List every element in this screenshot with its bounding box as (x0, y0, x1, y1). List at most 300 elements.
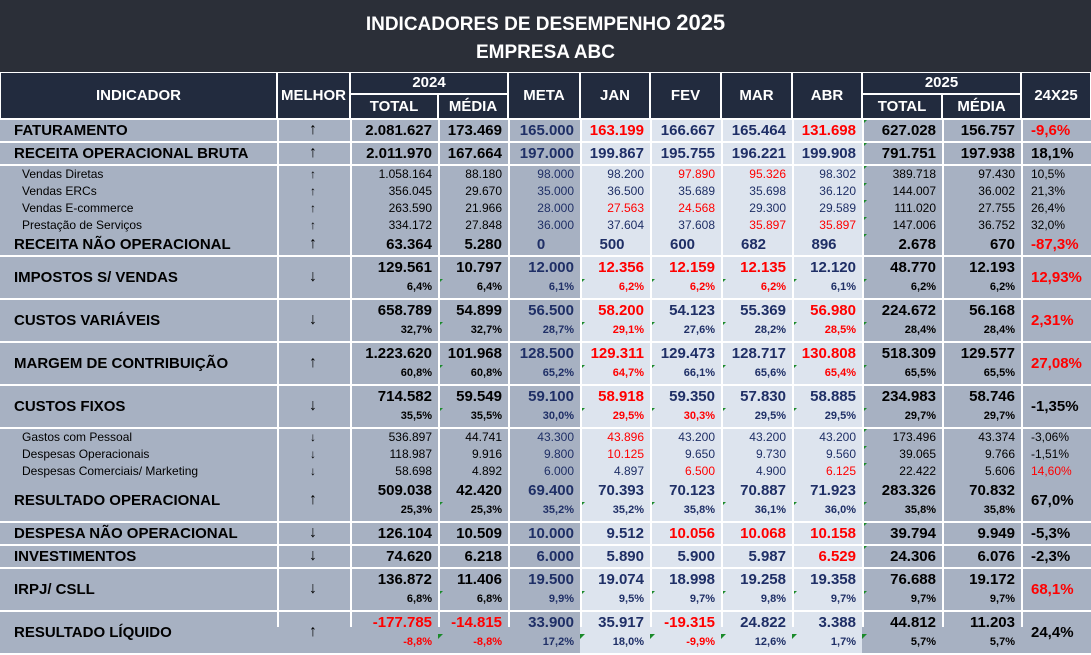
jan-cell[interactable] (580, 546, 650, 567)
table-row[interactable] (0, 386, 1091, 427)
header-total-2025[interactable]: TOTAL (862, 94, 942, 119)
mar-cell[interactable] (721, 143, 792, 164)
indicator-label: Prestação de Serviços (0, 217, 277, 234)
media-2024-cell[interactable] (438, 257, 508, 298)
media-2025-cell[interactable] (942, 166, 1021, 183)
table-row[interactable] (0, 200, 1091, 217)
media-2024-cell[interactable] (438, 143, 508, 164)
meta-cell[interactable] (508, 257, 580, 298)
abr-cell[interactable] (792, 234, 862, 255)
media-2024-cell[interactable] (438, 200, 508, 217)
mar-cell[interactable] (721, 463, 792, 480)
fev-cell[interactable] (650, 166, 721, 183)
total-2025-cell[interactable] (862, 120, 942, 141)
cell-percent: 6,4% (406, 281, 432, 293)
table-row[interactable] (0, 429, 1091, 446)
cell-value: 32,0% (1031, 218, 1066, 232)
mar-cell[interactable] (721, 612, 792, 653)
total-2024-cell[interactable] (350, 386, 438, 427)
meta-cell[interactable] (508, 300, 580, 341)
cell-value: 74.620 (386, 547, 432, 565)
total-2025-cell[interactable] (862, 300, 942, 341)
cell-value: 129.311 (590, 345, 644, 362)
cmp-24x25-cell[interactable] (1021, 612, 1091, 653)
media-2025-cell[interactable] (942, 569, 1021, 610)
mar-cell[interactable] (721, 523, 792, 544)
cell-value: 147.006 (892, 218, 936, 232)
mar-cell[interactable] (721, 120, 792, 141)
abr-cell[interactable] (792, 257, 862, 298)
media-2024-cell[interactable] (438, 429, 508, 446)
meta-cell[interactable] (508, 217, 580, 234)
cmp-24x25-cell[interactable] (1021, 300, 1091, 341)
jan-cell[interactable] (580, 463, 650, 480)
media-2025-cell[interactable] (942, 343, 1021, 384)
abr-cell[interactable] (792, 612, 862, 653)
total-2025-cell[interactable] (862, 446, 942, 463)
cell-percent: 1,7% (830, 636, 856, 648)
abr-cell[interactable] (792, 120, 862, 141)
meta-cell[interactable] (508, 386, 580, 427)
cmp-24x25-cell[interactable] (1021, 166, 1091, 183)
cell-percent: -8,8% (473, 636, 502, 648)
total-2025-cell[interactable] (862, 463, 942, 480)
mar-cell[interactable] (721, 234, 792, 255)
table-row[interactable] (0, 446, 1091, 463)
abr-cell[interactable] (792, 480, 862, 521)
cmp-24x25-cell[interactable] (1021, 429, 1091, 446)
column-divider (792, 120, 794, 627)
media-2024-cell[interactable] (438, 523, 508, 544)
table-row[interactable] (0, 257, 1091, 298)
table-row[interactable] (0, 166, 1091, 183)
meta-cell[interactable] (508, 523, 580, 544)
fev-cell[interactable] (650, 143, 721, 164)
cmp-24x25-cell[interactable] (1021, 200, 1091, 217)
meta-cell[interactable] (508, 429, 580, 446)
cell-value: -1,51% (1031, 447, 1070, 461)
media-2024-cell[interactable] (438, 234, 508, 255)
cell-value: 334.172 (388, 218, 432, 232)
table-row[interactable] (0, 143, 1091, 164)
title-year: 2025 (676, 10, 726, 35)
indicator-label: INVESTIMENTOS (0, 546, 277, 567)
cmp-24x25-cell[interactable] (1021, 386, 1091, 427)
mar-cell[interactable] (721, 480, 792, 521)
total-2024-cell[interactable] (350, 463, 438, 480)
fev-cell[interactable] (650, 480, 721, 521)
up-arrow: ↑ (309, 120, 317, 138)
cell-value: 10.158 (810, 524, 856, 542)
total-2025-cell[interactable] (862, 234, 942, 255)
indicator-label: IRPJ/ CSLL (0, 569, 277, 610)
cmp-24x25-cell[interactable] (1021, 217, 1091, 234)
total-2024-cell[interactable] (350, 257, 438, 298)
cell-value: 19.172 (969, 571, 1015, 588)
cell-value: 173.469 (447, 121, 502, 139)
meta-cell[interactable] (508, 143, 580, 164)
media-2025-cell[interactable] (942, 300, 1021, 341)
cell-value: -1,35% (1031, 397, 1079, 415)
cell-value: 35.689 (678, 184, 715, 198)
fev-cell[interactable] (650, 386, 721, 427)
cell-value: 4.897 (613, 464, 644, 478)
media-2025-cell[interactable] (942, 480, 1021, 521)
total-2024-cell[interactable] (350, 343, 438, 384)
total-2024-cell[interactable] (350, 523, 438, 544)
cell-percent: 66,1% (683, 367, 715, 379)
header-media-2025[interactable]: MÉDIA (942, 94, 1021, 119)
meta-cell[interactable] (508, 343, 580, 384)
header-meta[interactable]: META (508, 72, 580, 119)
abr-cell[interactable] (792, 300, 862, 341)
cell-value: 42.420 (456, 482, 502, 499)
cell-value: 128.500 (519, 345, 574, 362)
jan-cell[interactable] (580, 523, 650, 544)
meta-cell[interactable] (508, 480, 580, 521)
cell-value: 6.125 (825, 464, 856, 478)
abr-cell[interactable] (792, 546, 862, 567)
fev-cell[interactable] (650, 343, 721, 384)
abr-cell[interactable] (792, 183, 862, 200)
cell-value: 195.755 (660, 144, 715, 162)
cmp-24x25-cell[interactable] (1021, 143, 1091, 164)
cell-value: -19.315 (664, 614, 715, 631)
total-2025-cell[interactable] (862, 217, 942, 234)
mar-cell[interactable] (721, 183, 792, 200)
total-2024-cell[interactable] (350, 183, 438, 200)
meta-cell[interactable] (508, 234, 580, 255)
media-2025-cell[interactable] (942, 234, 1021, 255)
table-row[interactable] (0, 300, 1091, 341)
header-total-2024[interactable]: TOTAL (350, 94, 438, 119)
mar-cell[interactable] (721, 429, 792, 446)
cell-value: 156.757 (960, 121, 1015, 139)
header-media-2024[interactable]: MÉDIA (438, 94, 508, 119)
table-row[interactable] (0, 343, 1091, 384)
total-2024-cell[interactable] (350, 480, 438, 521)
fev-cell[interactable] (650, 200, 721, 217)
fev-cell[interactable] (650, 120, 721, 141)
jan-cell[interactable] (580, 234, 650, 255)
cell-value: 29.589 (819, 201, 856, 215)
abr-cell[interactable] (792, 143, 862, 164)
media-2025-cell[interactable] (942, 386, 1021, 427)
fev-cell[interactable] (650, 257, 721, 298)
meta-cell[interactable] (508, 446, 580, 463)
column-divider (277, 120, 279, 627)
mar-cell[interactable] (721, 200, 792, 217)
cell-value: 165.000 (519, 121, 574, 139)
total-2024-cell[interactable] (350, 120, 438, 141)
cmp-24x25-cell[interactable] (1021, 480, 1091, 521)
cell-value: -177.785 (372, 614, 432, 631)
media-2025-cell[interactable] (942, 446, 1021, 463)
total-2025-cell[interactable] (862, 143, 942, 164)
cell-percent: 9,7% (910, 593, 936, 605)
jan-cell[interactable] (580, 480, 650, 521)
cell-percent: 35,8% (983, 504, 1015, 516)
jan-cell[interactable] (580, 120, 650, 141)
table-row[interactable] (0, 612, 1091, 653)
media-2024-cell[interactable] (438, 612, 508, 653)
up-arrow: ↑ (309, 622, 317, 640)
media-2025-cell[interactable] (942, 463, 1021, 480)
meta-cell[interactable] (508, 546, 580, 567)
fev-cell[interactable] (650, 429, 721, 446)
cell-value: 129.473 (660, 345, 715, 362)
cell-value: 6.529 (818, 547, 856, 565)
media-2024-cell[interactable] (438, 217, 508, 234)
jan-cell[interactable] (580, 446, 650, 463)
cmp-24x25-cell[interactable] (1021, 120, 1091, 141)
media-2025-cell[interactable] (942, 523, 1021, 544)
cmp-24x25-cell[interactable] (1021, 343, 1091, 384)
fev-cell[interactable] (650, 463, 721, 480)
table-row[interactable] (0, 480, 1091, 521)
total-2024-cell[interactable] (350, 546, 438, 567)
jan-cell[interactable] (580, 569, 650, 610)
total-2024-cell[interactable] (350, 446, 438, 463)
cell-value: 98.302 (819, 167, 856, 181)
meta-cell[interactable] (508, 200, 580, 217)
fev-cell[interactable] (650, 446, 721, 463)
header-2025[interactable]: 2025 (862, 72, 1021, 94)
cell-value: 70.832 (969, 482, 1015, 499)
media-2025-cell[interactable] (942, 120, 1021, 141)
jan-cell[interactable] (580, 300, 650, 341)
media-2024-cell[interactable] (438, 463, 508, 480)
abr-cell[interactable] (792, 463, 862, 480)
cell-percent: 65,5% (904, 367, 936, 379)
media-2024-cell[interactable] (438, 446, 508, 463)
cell-marker-icon (650, 634, 655, 639)
total-2025-cell[interactable] (862, 480, 942, 521)
jan-cell[interactable] (580, 183, 650, 200)
title-text: INDICADORES DE DESEMPENHO (365, 14, 671, 35)
mar-cell[interactable] (721, 257, 792, 298)
media-2024-cell[interactable] (438, 386, 508, 427)
mar-cell[interactable] (721, 569, 792, 610)
header-fev[interactable]: FEV (650, 72, 721, 119)
table-row[interactable] (0, 120, 1091, 141)
melhor-cell (277, 546, 350, 567)
cell-percent: 25,3% (400, 504, 432, 516)
cmp-24x25-cell[interactable] (1021, 257, 1091, 298)
total-2025-cell[interactable] (862, 569, 942, 610)
fev-cell[interactable] (650, 569, 721, 610)
fev-cell[interactable] (650, 183, 721, 200)
cell-value: 166.667 (660, 121, 715, 139)
total-2025-cell[interactable] (862, 200, 942, 217)
cell-percent: 6,1% (548, 281, 574, 293)
total-2024-cell[interactable] (350, 612, 438, 653)
cell-value: 97.890 (678, 167, 715, 181)
cmp-24x25-cell[interactable] (1021, 463, 1091, 480)
fev-cell[interactable] (650, 523, 721, 544)
cell-value: 389.718 (892, 167, 936, 181)
jan-cell[interactable] (580, 143, 650, 164)
total-2025-cell[interactable] (862, 429, 942, 446)
cell-value: 9.916 (471, 447, 502, 461)
mar-cell[interactable] (721, 217, 792, 234)
cell-percent: 29,1% (612, 324, 644, 336)
total-2024-cell[interactable] (350, 300, 438, 341)
abr-cell[interactable] (792, 429, 862, 446)
cell-value: 536.897 (388, 430, 432, 444)
media-2024-cell[interactable] (438, 569, 508, 610)
cell-value: 70.123 (669, 482, 715, 499)
cmp-24x25-cell[interactable] (1021, 523, 1091, 544)
indicator-label: RECEITA OPERACIONAL BRUTA (0, 143, 277, 164)
total-2024-cell[interactable] (350, 166, 438, 183)
abr-cell[interactable] (792, 217, 862, 234)
header-mar[interactable]: MAR (721, 72, 792, 119)
table-row[interactable] (0, 217, 1091, 234)
media-2025-cell[interactable] (942, 429, 1021, 446)
media-2025-cell[interactable] (942, 217, 1021, 234)
media-2024-cell[interactable] (438, 300, 508, 341)
cell-value: 57.830 (740, 388, 786, 405)
fev-cell[interactable] (650, 300, 721, 341)
media-2024-cell[interactable] (438, 480, 508, 521)
cmp-24x25-cell[interactable] (1021, 183, 1091, 200)
mar-cell[interactable] (721, 343, 792, 384)
meta-cell[interactable] (508, 569, 580, 610)
media-2025-cell[interactable] (942, 183, 1021, 200)
jan-cell[interactable] (580, 217, 650, 234)
cmp-24x25-cell[interactable] (1021, 234, 1091, 255)
total-2025-cell[interactable] (862, 257, 942, 298)
mar-cell[interactable] (721, 546, 792, 567)
meta-cell[interactable] (508, 183, 580, 200)
melhor-cell (277, 523, 350, 544)
header-melhor[interactable]: MELHOR (277, 72, 350, 119)
table-row[interactable] (0, 183, 1091, 200)
table-row[interactable] (0, 546, 1091, 567)
cmp-24x25-cell[interactable] (1021, 446, 1091, 463)
meta-cell[interactable] (508, 463, 580, 480)
cell-value: 19.258 (740, 571, 786, 588)
cell-percent: 35,5% (470, 410, 502, 422)
total-2024-cell[interactable] (350, 234, 438, 255)
cell-value: -2,3% (1031, 547, 1071, 565)
media-2025-cell[interactable] (942, 143, 1021, 164)
jan-cell[interactable] (580, 343, 650, 384)
abr-cell[interactable] (792, 523, 862, 544)
jan-cell[interactable] (580, 612, 650, 653)
media-2024-cell[interactable] (438, 343, 508, 384)
total-2025-cell[interactable] (862, 386, 942, 427)
total-2025-cell[interactable] (862, 183, 942, 200)
jan-cell[interactable] (580, 200, 650, 217)
cell-value: 12.193 (969, 259, 1015, 276)
media-2024-cell[interactable] (438, 120, 508, 141)
media-2024-cell[interactable] (438, 183, 508, 200)
total-2024-cell[interactable] (350, 200, 438, 217)
table-row[interactable] (0, 523, 1091, 544)
meta-cell[interactable] (508, 120, 580, 141)
fev-cell[interactable] (650, 612, 721, 653)
mar-cell[interactable] (721, 386, 792, 427)
cell-value: 2.011.970 (366, 144, 432, 162)
mar-cell[interactable] (721, 300, 792, 341)
total-2024-cell[interactable] (350, 217, 438, 234)
mar-cell[interactable] (721, 446, 792, 463)
total-2025-cell[interactable] (862, 523, 942, 544)
abr-cell[interactable] (792, 446, 862, 463)
fev-cell[interactable] (650, 217, 721, 234)
table-row[interactable] (0, 569, 1091, 610)
cell-value: 43.200 (749, 430, 786, 444)
indicator-label: MARGEM DE CONTRIBUIÇÃO (0, 343, 277, 384)
meta-cell[interactable] (508, 166, 580, 183)
media-2025-cell[interactable] (942, 200, 1021, 217)
up-arrow: ↑ (309, 143, 317, 161)
header-2024[interactable]: 2024 (350, 72, 508, 94)
cell-percent: 28,4% (983, 324, 1015, 336)
cell-percent: 5,7% (910, 636, 936, 648)
cell-value: 24,4% (1031, 623, 1074, 641)
total-2025-cell[interactable] (862, 343, 942, 384)
cell-value: 56.500 (528, 302, 574, 319)
media-2025-cell[interactable] (942, 612, 1021, 653)
total-2025-cell[interactable] (862, 166, 942, 183)
cmp-24x25-cell[interactable] (1021, 546, 1091, 567)
media-2025-cell[interactable] (942, 546, 1021, 567)
cell-value: 118.987 (389, 447, 432, 461)
media-2025-cell[interactable] (942, 257, 1021, 298)
total-2025-cell[interactable] (862, 546, 942, 567)
header-24x25[interactable]: 24X25 (1021, 72, 1091, 119)
total-2024-cell[interactable] (350, 569, 438, 610)
abr-cell[interactable] (792, 386, 862, 427)
cell-value: 3.388 (818, 614, 856, 631)
cmp-24x25-cell[interactable] (1021, 569, 1091, 610)
jan-cell[interactable] (580, 257, 650, 298)
cell-percent: 9,7% (989, 593, 1015, 605)
table-row[interactable] (0, 234, 1091, 255)
media-2024-cell[interactable] (438, 166, 508, 183)
media-2024-cell[interactable] (438, 546, 508, 567)
fev-cell[interactable] (650, 234, 721, 255)
jan-cell[interactable] (580, 429, 650, 446)
header-jan[interactable]: JAN (580, 72, 650, 119)
cell-value: 129.577 (960, 345, 1015, 362)
mar-cell[interactable] (721, 166, 792, 183)
total-2024-cell[interactable] (350, 143, 438, 164)
header-abr[interactable]: ABR (792, 72, 862, 119)
cell-percent: 35,2% (612, 504, 644, 516)
abr-cell[interactable] (792, 569, 862, 610)
jan-cell[interactable] (580, 166, 650, 183)
total-2025-cell[interactable] (862, 612, 942, 653)
jan-cell[interactable] (580, 386, 650, 427)
fev-cell[interactable] (650, 546, 721, 567)
abr-cell[interactable] (792, 200, 862, 217)
cell-percent: 35,8% (683, 504, 715, 516)
melhor-cell (277, 446, 350, 463)
abr-cell[interactable] (792, 166, 862, 183)
title-line-1 (0, 10, 1091, 36)
abr-cell[interactable] (792, 343, 862, 384)
table-row[interactable] (0, 463, 1091, 480)
header-indicador[interactable]: INDICADOR (0, 72, 277, 119)
total-2024-cell[interactable] (350, 429, 438, 446)
meta-cell[interactable] (508, 612, 580, 653)
cell-percent: 28,4% (904, 324, 936, 336)
cell-value: 43.200 (678, 430, 715, 444)
